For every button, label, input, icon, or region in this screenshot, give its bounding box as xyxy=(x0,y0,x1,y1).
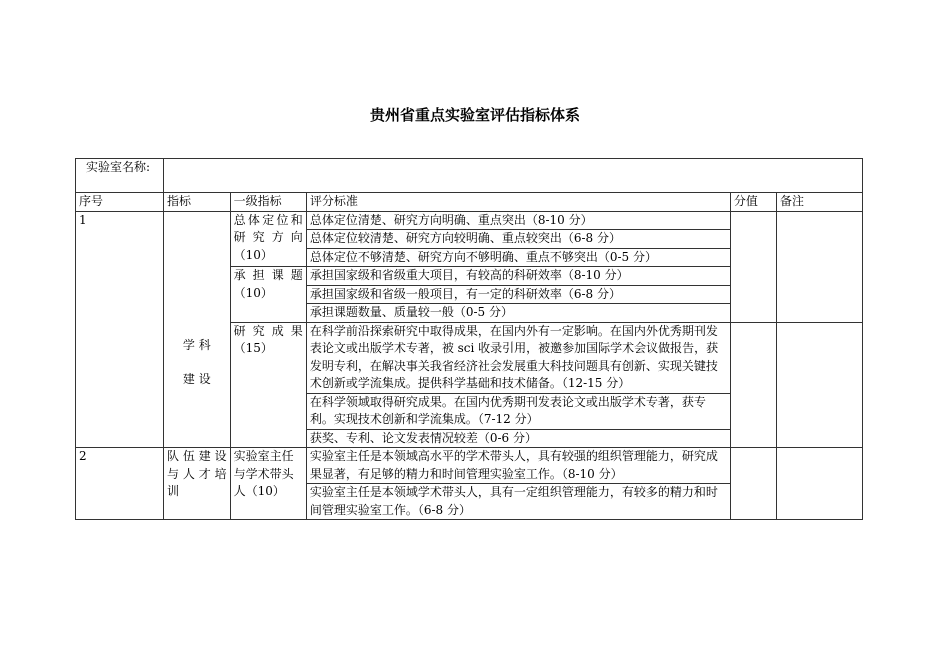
indicator-line: 建 设 xyxy=(182,372,211,387)
criterion-cell: 承担国家级和省级重大项目，有较高的科研效率（8-10 分） xyxy=(306,267,730,286)
header-level1: 一级指标 xyxy=(230,193,306,212)
lab-name-row xyxy=(76,159,863,193)
score-cell[interactable] xyxy=(730,322,776,448)
criterion-cell: 实验室主任是本领域学术带头人，具有一定组织管理能力，有较多的精力和时间管理实验室工作。（6-8 分） xyxy=(306,484,730,520)
note-cell[interactable] xyxy=(777,448,863,520)
header-note: 备注 xyxy=(777,193,863,212)
lab-name-value[interactable] xyxy=(164,159,863,193)
score-cell[interactable] xyxy=(730,211,776,322)
level1-line: 研 究 方 向 xyxy=(233,230,303,244)
section-indicator xyxy=(164,448,231,520)
section-index: 2 xyxy=(76,448,164,520)
criterion-cell: 承担国家级和省级一般项目，有一定的科研效率（6-8 分） xyxy=(306,285,730,304)
level1-cell xyxy=(230,448,306,520)
page-title: 贵州省重点实验室评估指标体系 xyxy=(369,106,580,124)
evaluation-table xyxy=(75,158,863,520)
score-cell[interactable] xyxy=(730,448,776,520)
criterion-cell: 获奖、专利、论文发表情况较差（0-6 分） xyxy=(306,429,730,448)
lab-name-label: 实验室名称: xyxy=(76,159,164,193)
level1-line: 承 担 课 题 xyxy=(233,268,303,282)
table-row xyxy=(76,211,863,230)
note-cell[interactable] xyxy=(777,322,863,448)
header-indicator: 指标 xyxy=(164,193,231,212)
indicator-line: 训 xyxy=(167,484,180,498)
level1-line: 研 究 成 果 xyxy=(233,323,303,338)
level1-line: （10） xyxy=(233,247,273,262)
indicator-line: 队 伍 建 设 xyxy=(167,449,227,463)
criterion-cell: 在科学前沿探索研究中取得成果，在国内外有一定影响。在国内外优秀期刊发表论文或出版学术专著，被 sci 收录引用，被邀参加国际学术会议做报告，获发明专利，在解决事关我省经济社会发展重大科技问题具有创新、实现关键技术创新或学流集成。提供科学基础和技术储备。（12-15 分） xyxy=(306,322,730,393)
level1-line: 总体定位和 xyxy=(233,212,303,227)
header-index: 序号 xyxy=(76,193,164,212)
header-score: 分值 xyxy=(730,193,776,212)
level1-line: 人（10） xyxy=(233,484,285,498)
section-indicator xyxy=(164,211,231,448)
section-index: 1 xyxy=(76,211,164,448)
criterion-cell: 在科学领域取得研究成果。在国内优秀期刊发表论文或出版学术专著，获专利。实现技术创新和学流集成。（7-12 分） xyxy=(306,393,730,429)
criterion-cell: 总体定位较清楚、研究方向较明确、重点较突出（6-8 分） xyxy=(306,230,730,249)
level1-line: 与学术带头 xyxy=(233,466,294,481)
criterion-cell: 实验室主任是本领域高水平的学术带头人，具有较强的组织管理能力，研究成果显著，有足够的精力和时间管理实验室工作。（8-10 分） xyxy=(306,448,730,484)
level1-line: （15） xyxy=(233,341,273,355)
indicator-line: 与 人 才 培 xyxy=(167,466,227,481)
level1-cell xyxy=(230,322,306,448)
note-cell[interactable] xyxy=(777,211,863,322)
header-standard: 评分标准 xyxy=(306,193,730,212)
criterion-cell: 总体定位清楚、研究方向明确、重点突出（8-10 分） xyxy=(306,211,730,230)
criterion-cell: 总体定位不够清楚、研究方向不够明确、重点不够突出（0-5 分） xyxy=(306,248,730,267)
table-row xyxy=(76,448,863,484)
level1-line: （10） xyxy=(233,285,273,300)
level1-cell xyxy=(230,267,306,323)
table-header-row xyxy=(76,193,863,212)
level1-line: 实验室主任 xyxy=(233,449,294,463)
level1-cell xyxy=(230,211,306,267)
indicator-line: 学 科 xyxy=(182,338,211,353)
criterion-cell: 承担课题数量、质量较一般（0-5 分） xyxy=(306,304,730,323)
